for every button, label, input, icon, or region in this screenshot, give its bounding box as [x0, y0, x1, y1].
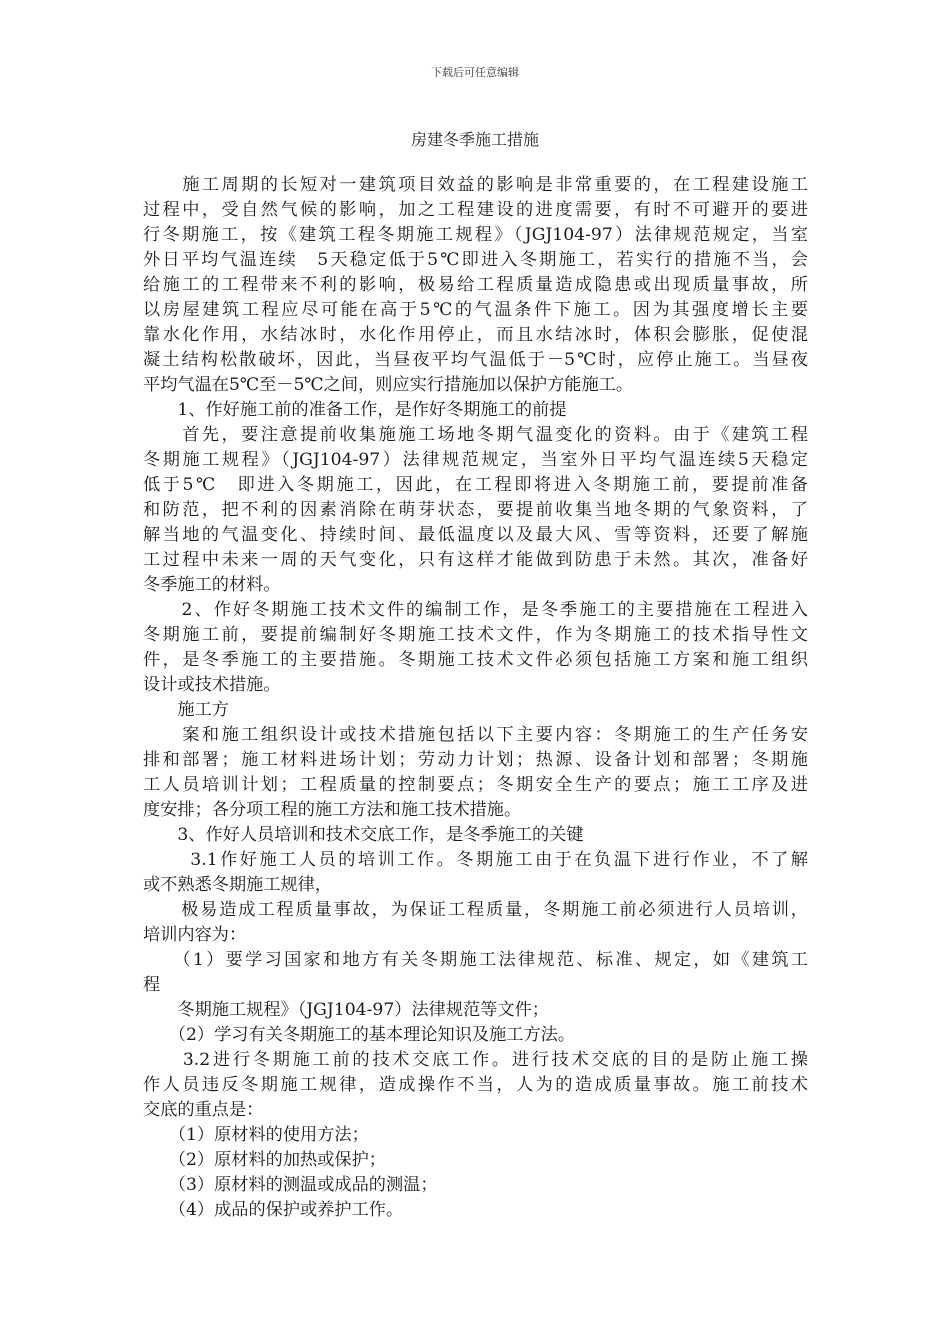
text-line: 行冬期施工，按《建筑工程冬期施工规程》（JGJ104-97）法律规范规定，当室	[143, 225, 808, 245]
text-line: 靠水化作用，水结冰时，水化作用停止，而且水结冰时，体积会膨胀，促使混	[143, 325, 808, 345]
text-line: 设计或技术措施。	[143, 675, 281, 695]
text-line: 解当地的气温变化、持续时间、最低温度以及最大风、雪等资料，还要了解施	[143, 525, 808, 545]
text-line: 或不熟悉冬期施工规律，	[143, 875, 333, 895]
text-line: 案和施工组织设计或技术措施包括以下主要内容：冬期施工的生产任务安	[143, 725, 808, 745]
text-line: 件，是冬季施工的主要措施。冬期施工技术文件必须包括施工方案和施工组织	[143, 650, 808, 670]
text-line: 工人员培训计划；工程质量的控制要点；冬期安全生产的要点；施工工序及进	[143, 775, 808, 795]
text-line: 1、作好施工前的准备工作，是作好冬期施工的前提	[143, 400, 567, 420]
text-line: 首先，要注意提前收集施施工场地冬期气温变化的资料。由于《建筑工程	[143, 425, 808, 445]
text-line: （4）成品的保护或养护工作。	[143, 1200, 404, 1220]
document-body	[143, 173, 808, 1223]
text-line: 低于5℃ 即进入冬期施工，因此，在工程即将进入冬期施工前，要提前准备	[143, 475, 808, 495]
text-line: 施工周期的长短对一建筑项目效益的影响是非常重要的，在工程建设施工	[143, 175, 808, 195]
text-line: 3.2进行冬期施工前的技术交底工作。进行技术交底的目的是防止施工操	[143, 1050, 808, 1070]
text-line: 和防范，把不利的因素消除在萌芽状态，要提前收集当地冬期的气象资料，了	[143, 500, 808, 520]
text-line: 2、作好冬期施工技术文件的编制工作，是冬季施工的主要措施在工程进入	[143, 600, 808, 620]
text-line: 极易造成工程质量事故，为保证工程质量，冬期施工前必须进行人员培训，	[143, 900, 808, 920]
text-line: 工过程中未来一周的天气变化，只有这样才能做到防患于未然。其次，准备好	[143, 550, 808, 570]
text-line: （3）原材料的测温或成品的测温；	[143, 1175, 438, 1195]
text-line: 冬期施工前，要提前编制好冬期施工技术文件，作为冬期施工的技术指导性文	[143, 625, 808, 645]
text-line: 冬季施工的材料。	[143, 575, 281, 595]
text-line: 平均气温在5℃至－5℃之间，则应实行措施加以保护方能施工。	[143, 375, 634, 395]
text-line: 冬期施工规程》（JGJ104-97）法律规范规定，当室外日平均气温连续5天稳定	[143, 450, 808, 470]
text-line: 给施工的工程带来不利的影响，极易给工程质量造成隐患或出现质量事故，所	[143, 275, 808, 295]
text-line: 交底的重点是：	[143, 1100, 264, 1120]
text-line: 作人员违反冬期施工规律，造成操作不当，人为的造成质量事故。施工前技术	[143, 1075, 808, 1095]
text-line: 施工方	[143, 700, 229, 720]
document-title: 房建冬季施工措施	[410, 130, 539, 149]
text-line: 外日平均气温连续 5天稳定低于5℃即进入冬期施工，若实行的措施不当，会	[143, 250, 808, 270]
text-line: 凝土结构松散破坏，因此，当昼夜平均气温低于－5℃时，应停止施工。当昼夜	[143, 350, 808, 370]
text-line: 以房屋建筑工程应尽可能在高于5℃的气温条件下施工。因为其强度增长主要	[143, 300, 808, 320]
text-line: （2）原材料的加热或保护；	[143, 1150, 386, 1170]
text-line: 程	[143, 975, 161, 995]
text-line: 排和部署；施工材料进场计划；劳动力计划；热源、设备计划和部署；冬期施	[143, 750, 808, 770]
text-line: 度安排；各分项工程的施工方法和施工技术措施。	[143, 800, 522, 820]
text-line: （1）原材料的使用方法；	[143, 1125, 369, 1145]
text-line: 3、作好人员培训和技术交底工作，是冬季施工的关键	[143, 825, 584, 845]
text-line: 过程中，受自然气候的影响，加之工程建设的进度需要，有时不可避开的要进	[143, 200, 808, 220]
text-line: （1）要学习国家和地方有关冬期施工法律规范、标准、规定，如《建筑工	[143, 950, 808, 970]
page-header: 下载后可任意编辑	[431, 66, 519, 79]
text-line: 3.1作好施工人员的培训工作。冬期施工由于在负温下进行作业，不了解	[143, 850, 808, 870]
text-line: （2）学习有关冬期施工的基本理论知识及施工方法。	[143, 1025, 576, 1045]
text-line: 冬期施工规程》（JGJ104-97）法律规范等文件；	[143, 1000, 549, 1020]
text-line: 培训内容为：	[143, 925, 247, 945]
